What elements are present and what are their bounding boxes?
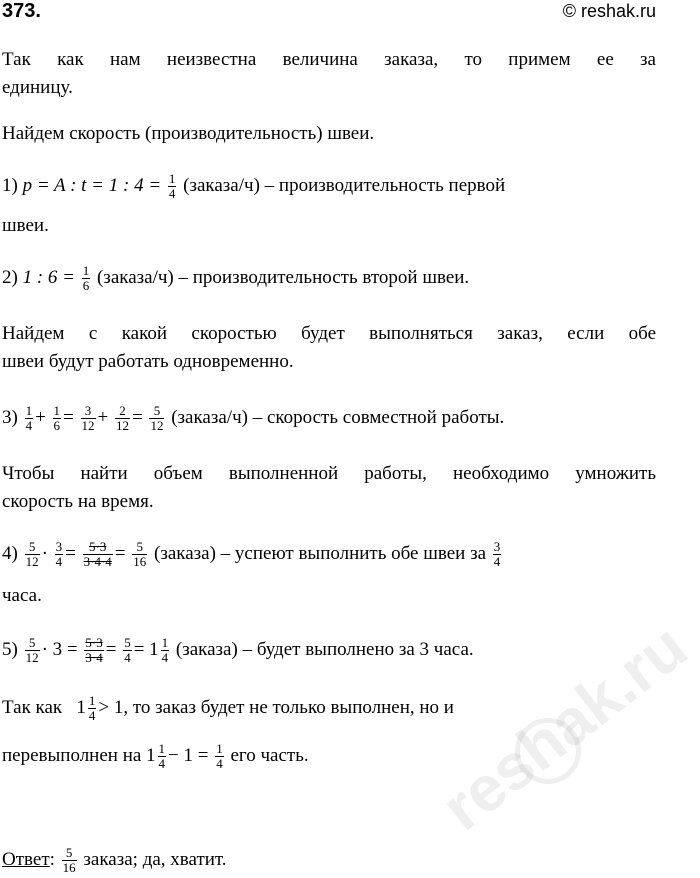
answer-label: Ответ bbox=[2, 848, 50, 870]
answer-line: Ответ: $\frac{5}{16}$ заказа; да, хватит. bbox=[2, 845, 227, 875]
step-1 bbox=[2, 172, 656, 201]
copyright-label: © reshak.ru bbox=[562, 1, 656, 21]
fraction: $\frac{1}{4}$ bbox=[168, 171, 176, 201]
conclusion-line-2: перевыполнен на 1 $\frac{1}{4}$ − 1 = $\frac{1}{4}$ его часть. bbox=[2, 741, 309, 771]
paragraph-line: скорость на время. bbox=[2, 491, 154, 512]
fraction: $\frac{1}{6}$ bbox=[82, 263, 90, 293]
paragraph-line: единицу. bbox=[2, 77, 73, 98]
paragraph-line: швеи. bbox=[2, 215, 49, 236]
problem-number: 373. bbox=[2, 0, 41, 22]
step-2: 2) 1 : 6 = $\frac{1}{6}$ (заказа/ч) – производительность второй швеи. bbox=[2, 263, 470, 293]
step-4: 4) $\frac{5}{12}$ · $\frac{3}{4}$ = $\frac{5\cdot 3}{3\cdot 4\cdot 4}$ = $\frac{5}{16}$ (заказа) – успеют выполнить обе швеи за $\frac{3}{4}$ bbox=[2, 539, 501, 569]
paragraph-line: Так как нам неизвестна величина заказа, то примем ее за bbox=[2, 49, 656, 70]
watermark: reshak.ru bbox=[428, 609, 700, 845]
formula: p = A : t = 1 : 4 = bbox=[22, 174, 162, 196]
conclusion-line-1: Так как 1 $\frac{1}{4}$ > 1, то заказ будет не только выполнен, но и bbox=[2, 693, 454, 723]
paragraph-line: швеи будут работать одновременно. bbox=[2, 351, 294, 372]
paragraph-line: Найдем с какой скоростью будет выполняться заказ, если обе bbox=[2, 323, 656, 344]
paragraph-line: Чтобы найти объем выполненной работы, необходимо умножить bbox=[2, 463, 656, 484]
copyright-circle-icon bbox=[515, 718, 581, 784]
step-prefix: 1) bbox=[2, 174, 18, 196]
step-5: 5) $\frac{5}{12}$ · 3 = $\frac{5\cdot 3}{3\cdot 4}$ = $\frac{5}{4}$ = 1 $\frac{1}{4}$ (заказа) – будет выполнено за 3 часа. bbox=[2, 635, 474, 665]
step-3: 3) $\frac{1}{4}$ + $\frac{1}{6}$ = $\frac{3}{12}$ + $\frac{2}{12}$ = $\frac{5}{12}$ (заказа/ч) – скорость совместной работы. bbox=[2, 403, 505, 433]
paragraph-line: часа. bbox=[2, 585, 42, 606]
paragraph-line: Найдем скорость (производительность) швеи. bbox=[2, 123, 375, 144]
step-text: (заказа/ч) – производительность первой bbox=[183, 174, 506, 196]
